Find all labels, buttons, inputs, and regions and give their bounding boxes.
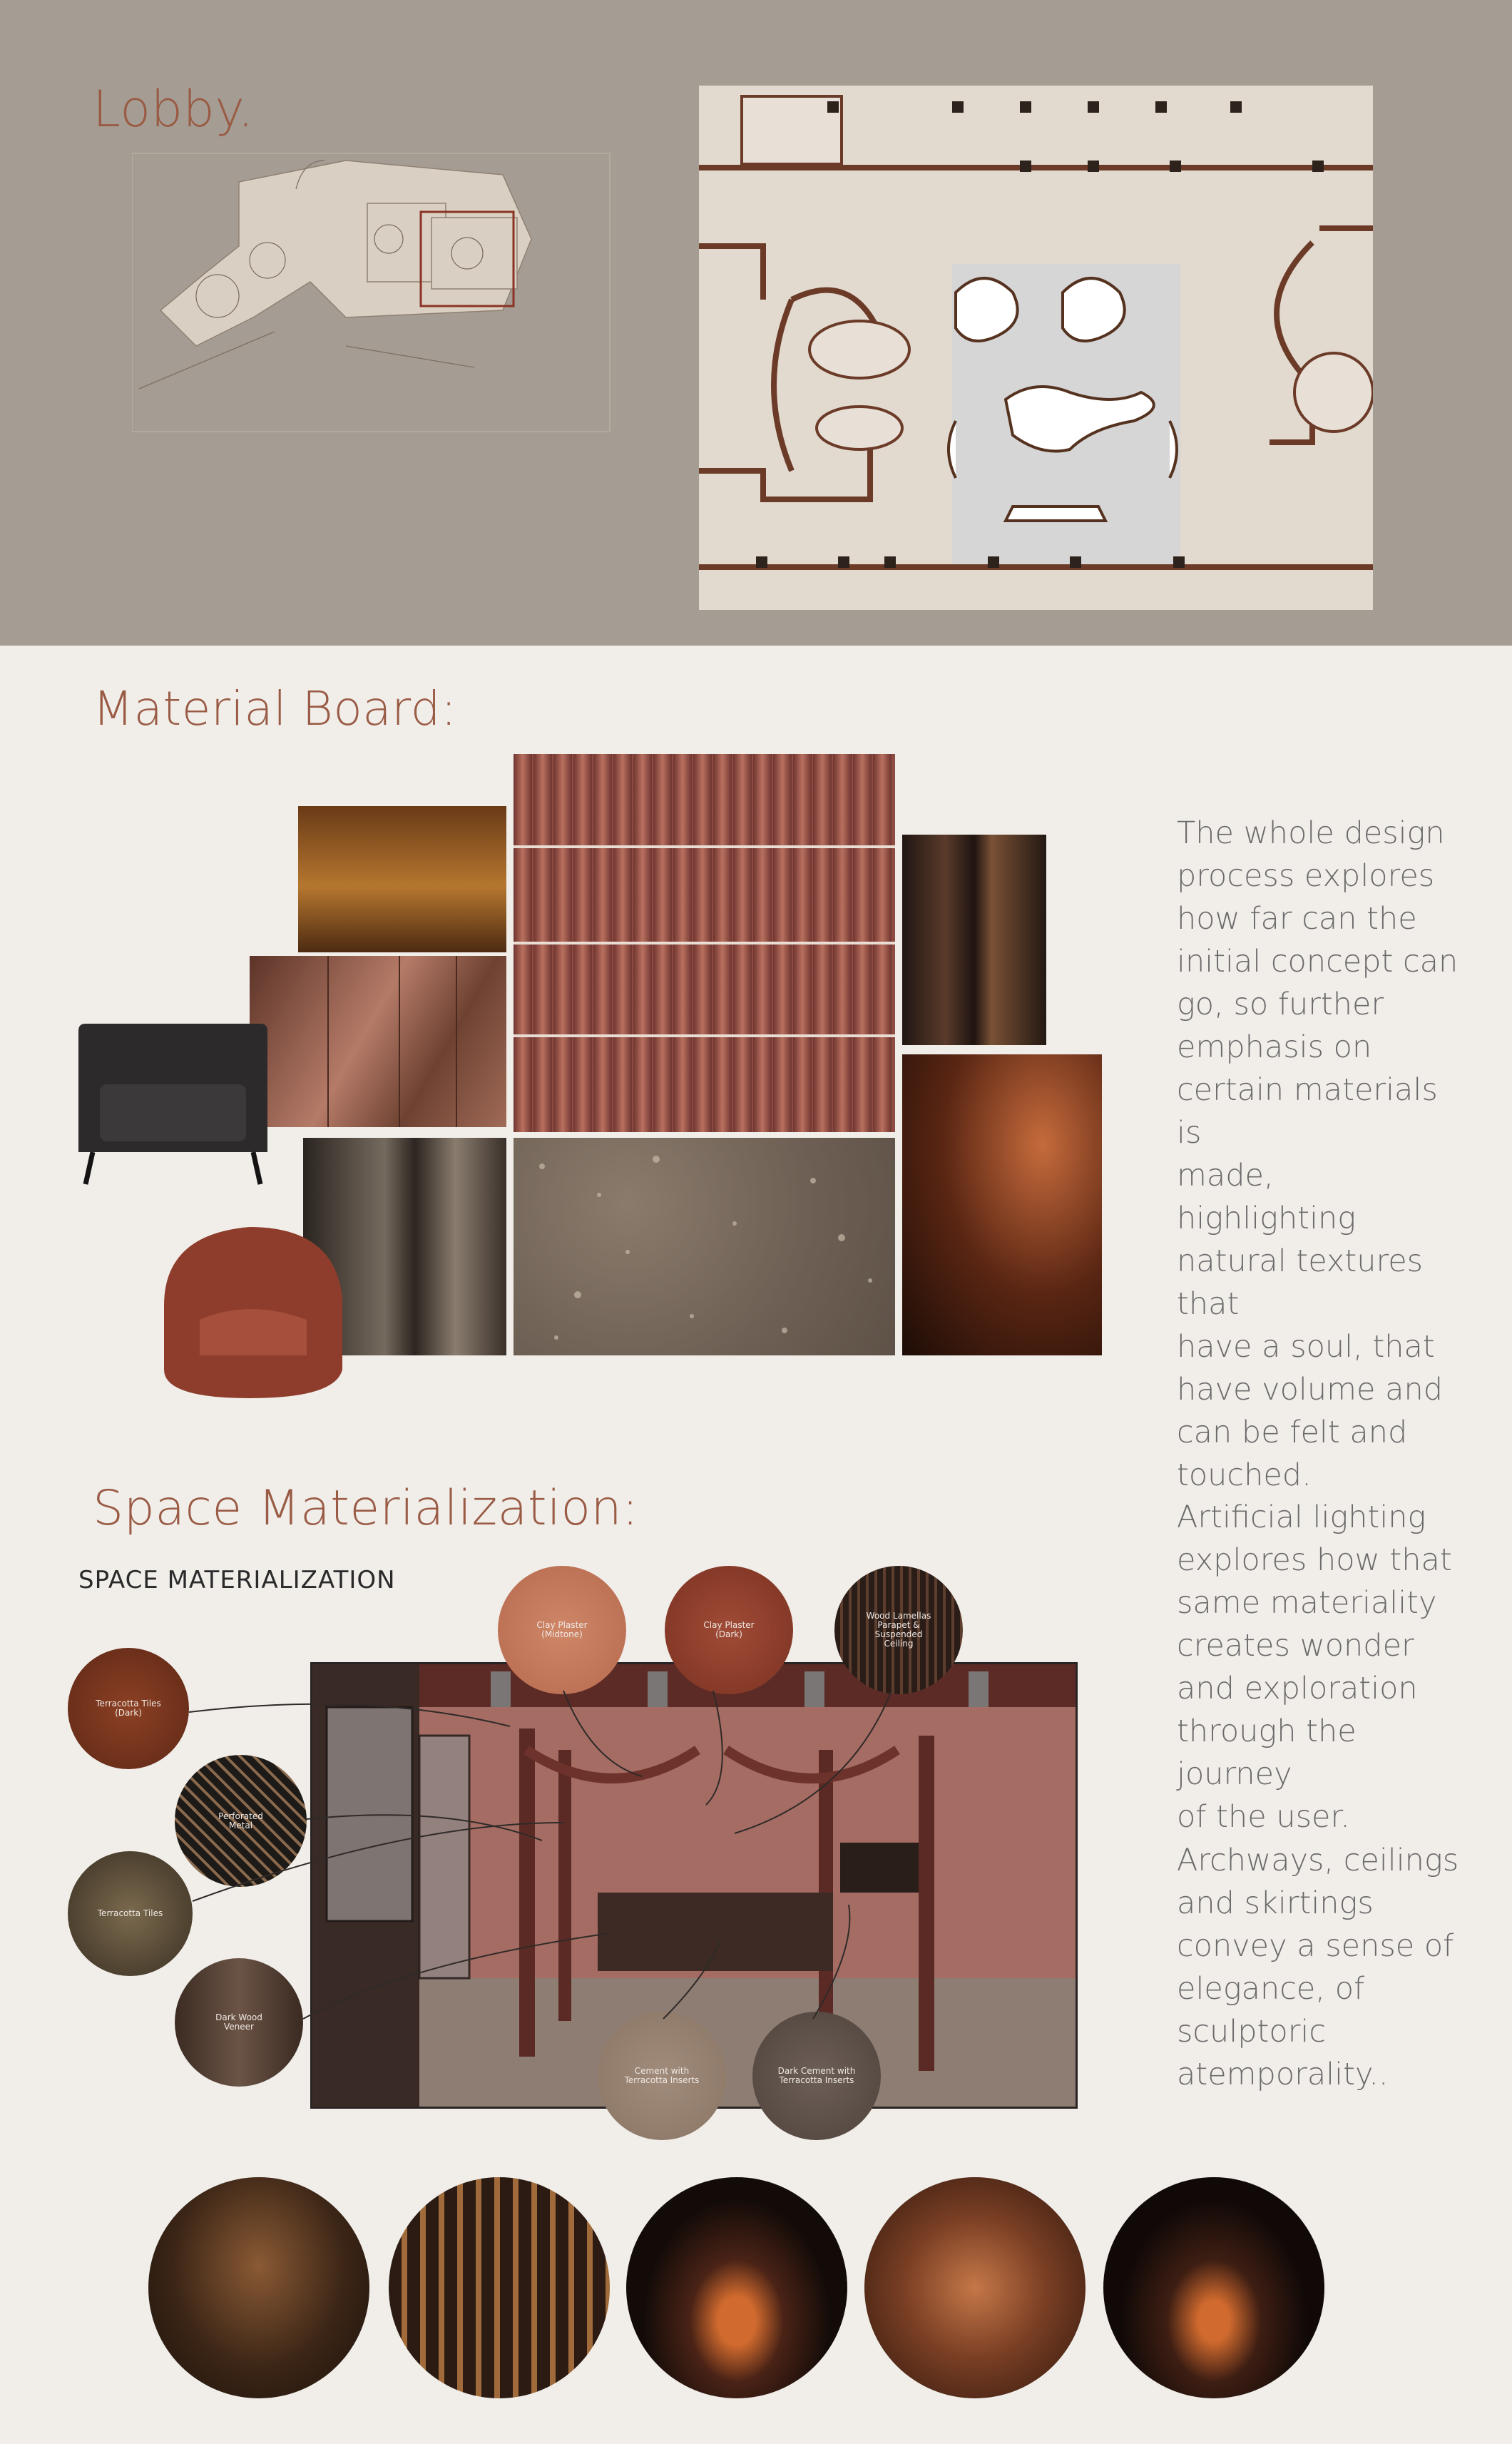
ambience-photo-lounge-1: [626, 2177, 847, 2398]
ambience-photo-bar: [148, 2177, 369, 2398]
swatch-leader-lines: [0, 1562, 1070, 2147]
swatch-label: Dark Cement with Terracotta Inserts: [777, 2066, 856, 2085]
space-materialization-title: Space Materialization:: [93, 1480, 639, 1537]
swatch-label: Dark Wood Veneer: [215, 2012, 262, 2032]
copper-panel-tile: [250, 956, 506, 1127]
key-plan: [132, 132, 617, 439]
space-description-1: Artificial lighting explores how that same materiality creates wonder and exploration through the journey of the user.: [1177, 1500, 1452, 1835]
swatch-label: Clay Plaster (Midtone): [536, 1620, 588, 1639]
ambience-photo-booth: [864, 2177, 1086, 2398]
wood-curve-photo-1: [902, 835, 1046, 1045]
space-description-2: Archways, ceilings and skirtings convey a sense of elegance, of sculptoric atemporality..: [1177, 1843, 1459, 2092]
lobby-title: Lobby.: [93, 80, 255, 138]
swatch-label: Terracotta Tiles (Dark): [96, 1699, 161, 1718]
ambience-photo-lounge-2: [1103, 2177, 1324, 2398]
swatch-label: Terracotta Tiles: [97, 1908, 163, 1918]
material-board-title: Material Board:: [93, 681, 457, 736]
terracotta-tile-panel: [514, 754, 895, 1132]
swatch-label: Cement with Terracotta Inserts: [624, 2066, 700, 2085]
ambience-photo-lamellas: [389, 2177, 610, 2398]
leather-armchair-image: [71, 1017, 275, 1188]
terracotta-armchair-image: [150, 1220, 357, 1402]
swatch-label: Wood Lamellas Parapet & Suspended Ceiling: [866, 1611, 931, 1649]
material-board-description: The whole design process explores how far can the initial concept can go, so further emphasis on certain materials is made, highlighting natural textures that have a soul, that have volume and can be felt and touched.: [1177, 815, 1459, 1493]
swatch-label: Perforated Metal: [218, 1811, 263, 1831]
swatch-label: Clay Plaster (Dark): [703, 1620, 755, 1639]
terrazzo-tile: [514, 1138, 895, 1355]
space-materialization-subtitle: SPACE MATERIALIZATION: [78, 1566, 396, 1594]
wood-curve-photo-2: [902, 1054, 1102, 1355]
bronze-mesh-tile: [298, 806, 506, 952]
lobby-floor-plan: [699, 86, 1373, 610]
